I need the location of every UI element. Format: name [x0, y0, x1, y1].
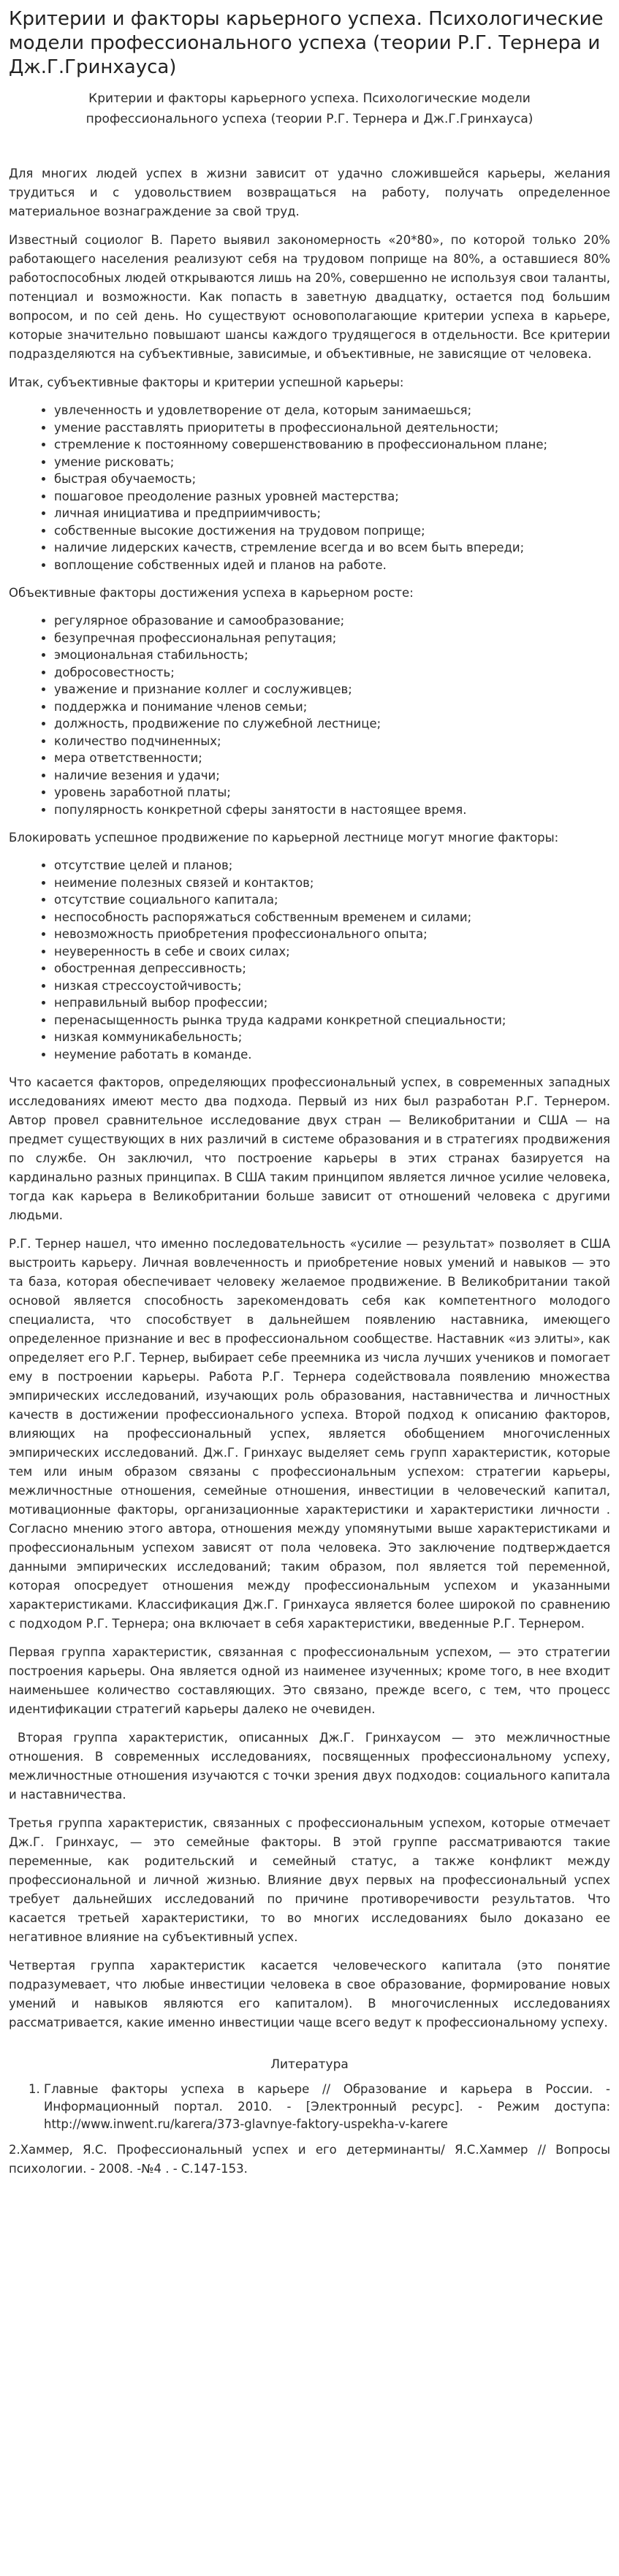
group-2-paragraph: Вторая группа характеристик, описанных Дж.Г. Гринхаусом — это межличностные отношения. В современных исследованиях, посвященных профессиональному успеху, межличностные отношения изучаются с точки зрения двух подходов: социального капитала и наставничества.	[9, 1731, 610, 1802]
list-item: • неимение полезных связей и контактов;	[54, 874, 610, 892]
list-item: • пошаговое преодоление разных уровней мастерства;	[54, 488, 610, 506]
list-item: • низкая коммуникабельность;	[54, 1029, 610, 1046]
list-item: • перенасыщенность рынка труда кадрами конкретной специальности;	[54, 1012, 610, 1029]
reference-item-2: 2.Хаммер, Я.С. Профессиональный успех и его детерминанты/ Я.С.Хаммер // Вопросы психологии. - 2008. -№4 . - С.147-153.	[9, 2143, 610, 2176]
list-item: • личная инициатива и предприимчивость;	[54, 505, 610, 522]
list-item: • должность, продвижение по служебной лестнице;	[54, 715, 610, 733]
list-item: • безупречная профессиональная репутация;	[54, 630, 610, 647]
subjective-factors-list	[9, 402, 610, 573]
list-item: • низкая стрессоустойчивость;	[54, 978, 610, 995]
article-subtitle: Критерии и факторы карьерного успеха. Психологические модели профессионального успеха (теории Р.Г. Тернера и Дж.Г.Гринхауса)	[86, 91, 533, 126]
article-title: Критерии и факторы карьерного успеха. Психологические модели профессионального успеха (теории Р.Г. Тернера и Дж.Г.Гринхауса)	[9, 8, 604, 78]
intro-paragraph-2: Известный социолог В. Парето выявил закономерность «20*80», по которой только 20% работающего населения реализуют себя на трудовом поприще на 80%, а оставшиеся 80% работоспособных людей открываются лишь на 20%, совершенно не используя свои таланты, потенциал и возможности. Как попасть в заветную двадцатку, остается под большим вопросом, и по сей день. Но существуют основополагающие критерии успеха в карьере, которые значительно повышают шансы каждого трудящегося в отдельности. Все критерии подразделяются на субъективные, зависимые, и объективные, не зависящие от человека.	[9, 233, 610, 361]
reference-item: 1. Главные факторы успеха в карьере // Образование и карьера в России. - Информационный портал. 2010. - [Электронный ресурс]. - Режим доступа: http://www.inwent.ru/karera/373-glavnye-faktory-uspekha-v-karere	[44, 2081, 610, 2133]
list-item: • невозможность приобретения профессионального опыта;	[54, 926, 610, 943]
blocking-factors-list	[9, 857, 610, 1063]
list-item: • отсутствие целей и планов;	[54, 857, 610, 874]
list-item: • умение расставлять приоритеты в профессиональной деятельности;	[54, 419, 610, 437]
group-4-paragraph: Четвертая группа характеристик касается человеческого капитала (это понятие подразумевает, что любые инвестиции человека в свое образование, формирование новых умений и навыков являются его капиталом). В многочисленных исследованиях рассматривается, какие именно инвестиции чаще всего ведут к профессиональному успеху.	[9, 1959, 610, 2030]
turner-paragraph-1: Что касается факторов, определяющих профессиональный успех, в современных западных исследованиях имеют место два подхода. Первый из них был разработан Р.Г. Тернером. Автор провел сравнительное исследование двух стран — Великобритании и США — на предмет существующих в них различий в системе образования и в стратегиях продвижения по службе. Он заключил, что построение карьеры в этих странах базируется на кардинально разных принципах. В США таким принципом является личное усилие человека, тогда как карьера в Великобритании больше зависит от отношений человека с другими людьми.	[9, 1075, 610, 1222]
objective-factors-intro: Объективные факторы достижения успеха в карьерном росте:	[9, 586, 414, 600]
list-item: • быстрая обучаемость;	[54, 470, 610, 488]
list-item: • поддержка и понимание членов семьи;	[54, 698, 610, 716]
list-item: • неумение работать в команде.	[54, 1046, 610, 1064]
list-item: • умение рисковать;	[54, 454, 610, 471]
list-item: • уважение и признание коллег и сослуживцев;	[54, 681, 610, 698]
list-item: • отсутствие социального капитала;	[54, 891, 610, 909]
list-item: • собственные высокие достижения на трудовом поприще;	[54, 522, 610, 540]
list-item: • обостренная депрессивность;	[54, 960, 610, 978]
list-item: • популярность конкретной сферы занятости в настоящее время.	[54, 801, 610, 819]
list-item: • эмоциональная стабильность;	[54, 647, 610, 664]
group-1-paragraph: Первая группа характеристик, связанная с профессиональным успехом, — это стратегии построения карьеры. Она является одной из наименее изученных; кроме того, в нее входит наименьшее количество составляющих. Это связано, прежде всего, с тем, что процесс идентификации стратегий карьеры далеко не очевиден.	[9, 1645, 610, 1716]
references-heading: Литература	[270, 2057, 349, 2072]
subjective-factors-intro: Итак, субъективные факторы и критерии успешной карьеры:	[9, 376, 404, 389]
list-item: • неправильный выбор профессии;	[54, 994, 610, 1012]
list-item: • количество подчиненных;	[54, 733, 610, 750]
references-list	[9, 2081, 610, 2133]
list-item: • регулярное образование и самообразование;	[54, 612, 610, 630]
turner-paragraph-2: Р.Г. Тернер нашел, что именно последовательность «усилие — результат» позволяет в США выстроить карьеру. Личная вовлеченность и приобретение новых умений и навыков — это та база, которая обеспечивает человеку желаемое продвижение. В Великобритании такой основой является способность зарекомендовать себя как компетентного молодого специалиста, что способствует в дальнейшем появлению наставника, имеющего определенное признание и вес в профессиональном сообществе. Наставник «из элиты», как определяет его Р.Г. Тернер, выбирает себе преемника из числа лучших учеников и помогает ему в построении карьеры. Работа Р.Г. Тернера содействовала появлению множества эмпирических исследований, изучающих роль образования, наставничества и личностных качеств в достижении профессионального успеха. Второй подход к описанию факторов, влияющих на профессиональный успех, является обобщением многочисленных эмпирических исследований. Дж.Г. Гринхаус выделяет семь групп характеристик, которые тем или иным образом связаны с профессиональным успехом: стратегии карьеры, межличностные отношения, семейные отношения, инвестиции в человеческий капитал, мотивационные факторы, организационные характеристики и характеристики личности . Согласно мнению этого автора, отношения между упомянутыми выше характеристиками и профессиональным успехом зависят от пола человека. Это заключение подтверждается данными эмпирических исследований; таким образом, пол является той переменной, которая опосредует отношения между профессиональным успехом и указанными характеристиками. Классификация Дж.Г. Гринхауса является более широкой по сравнению с подходом Р.Г. Тернера; она включает в себя характеристики, введенные Р.Г. Тернером.	[9, 1237, 610, 1631]
objective-factors-list	[9, 612, 610, 818]
list-item: • наличие лидерских качеств, стремление всегда и во всем быть впереди;	[54, 539, 610, 557]
list-item: • неспособность распоряжаться собственным временем и силами;	[54, 909, 610, 926]
list-item: • наличие везения и удачи;	[54, 767, 610, 785]
list-item: • уровень заработной платы;	[54, 784, 610, 801]
list-item: • воплощение собственных идей и планов на работе.	[54, 557, 610, 574]
list-item: • неуверенность в себе и своих силах;	[54, 943, 610, 961]
blocking-factors-intro: Блокировать успешное продвижение по карьерной лестнице могут многие факторы:	[9, 831, 559, 845]
intro-paragraph-1: Для многих людей успех в жизни зависит от удачно сложившейся карьеры, желания трудиться и с удовольствием возвращаться на работу, получать определенное материальное вознаграждение за свой труд.	[9, 167, 610, 218]
list-item: • стремление к постоянному совершенствованию в профессиональном плане;	[54, 436, 610, 454]
group-3-paragraph: Третья группа характеристик, связанных с профессиональным успехом, которые отмечает Дж.Г. Гринхаус, — это семейные факторы. В этой группе рассматриваются такие переменные, как родительский и семейный статус, а также конфликт между профессиональной и личной жизнью. Влияние двух первых на профессиональный успех требует дальнейших исследований по причине противоречивости результатов. Что касается третьей характеристики, то во многих исследованиях было доказано ее негативное влияние на субъективный успех.	[9, 1816, 610, 1944]
list-item: • увлеченность и удовлетворение от дела, которым занимаешься;	[54, 402, 610, 419]
list-item: • добросовестность;	[54, 664, 610, 682]
list-item: • мера ответственности;	[54, 750, 610, 767]
